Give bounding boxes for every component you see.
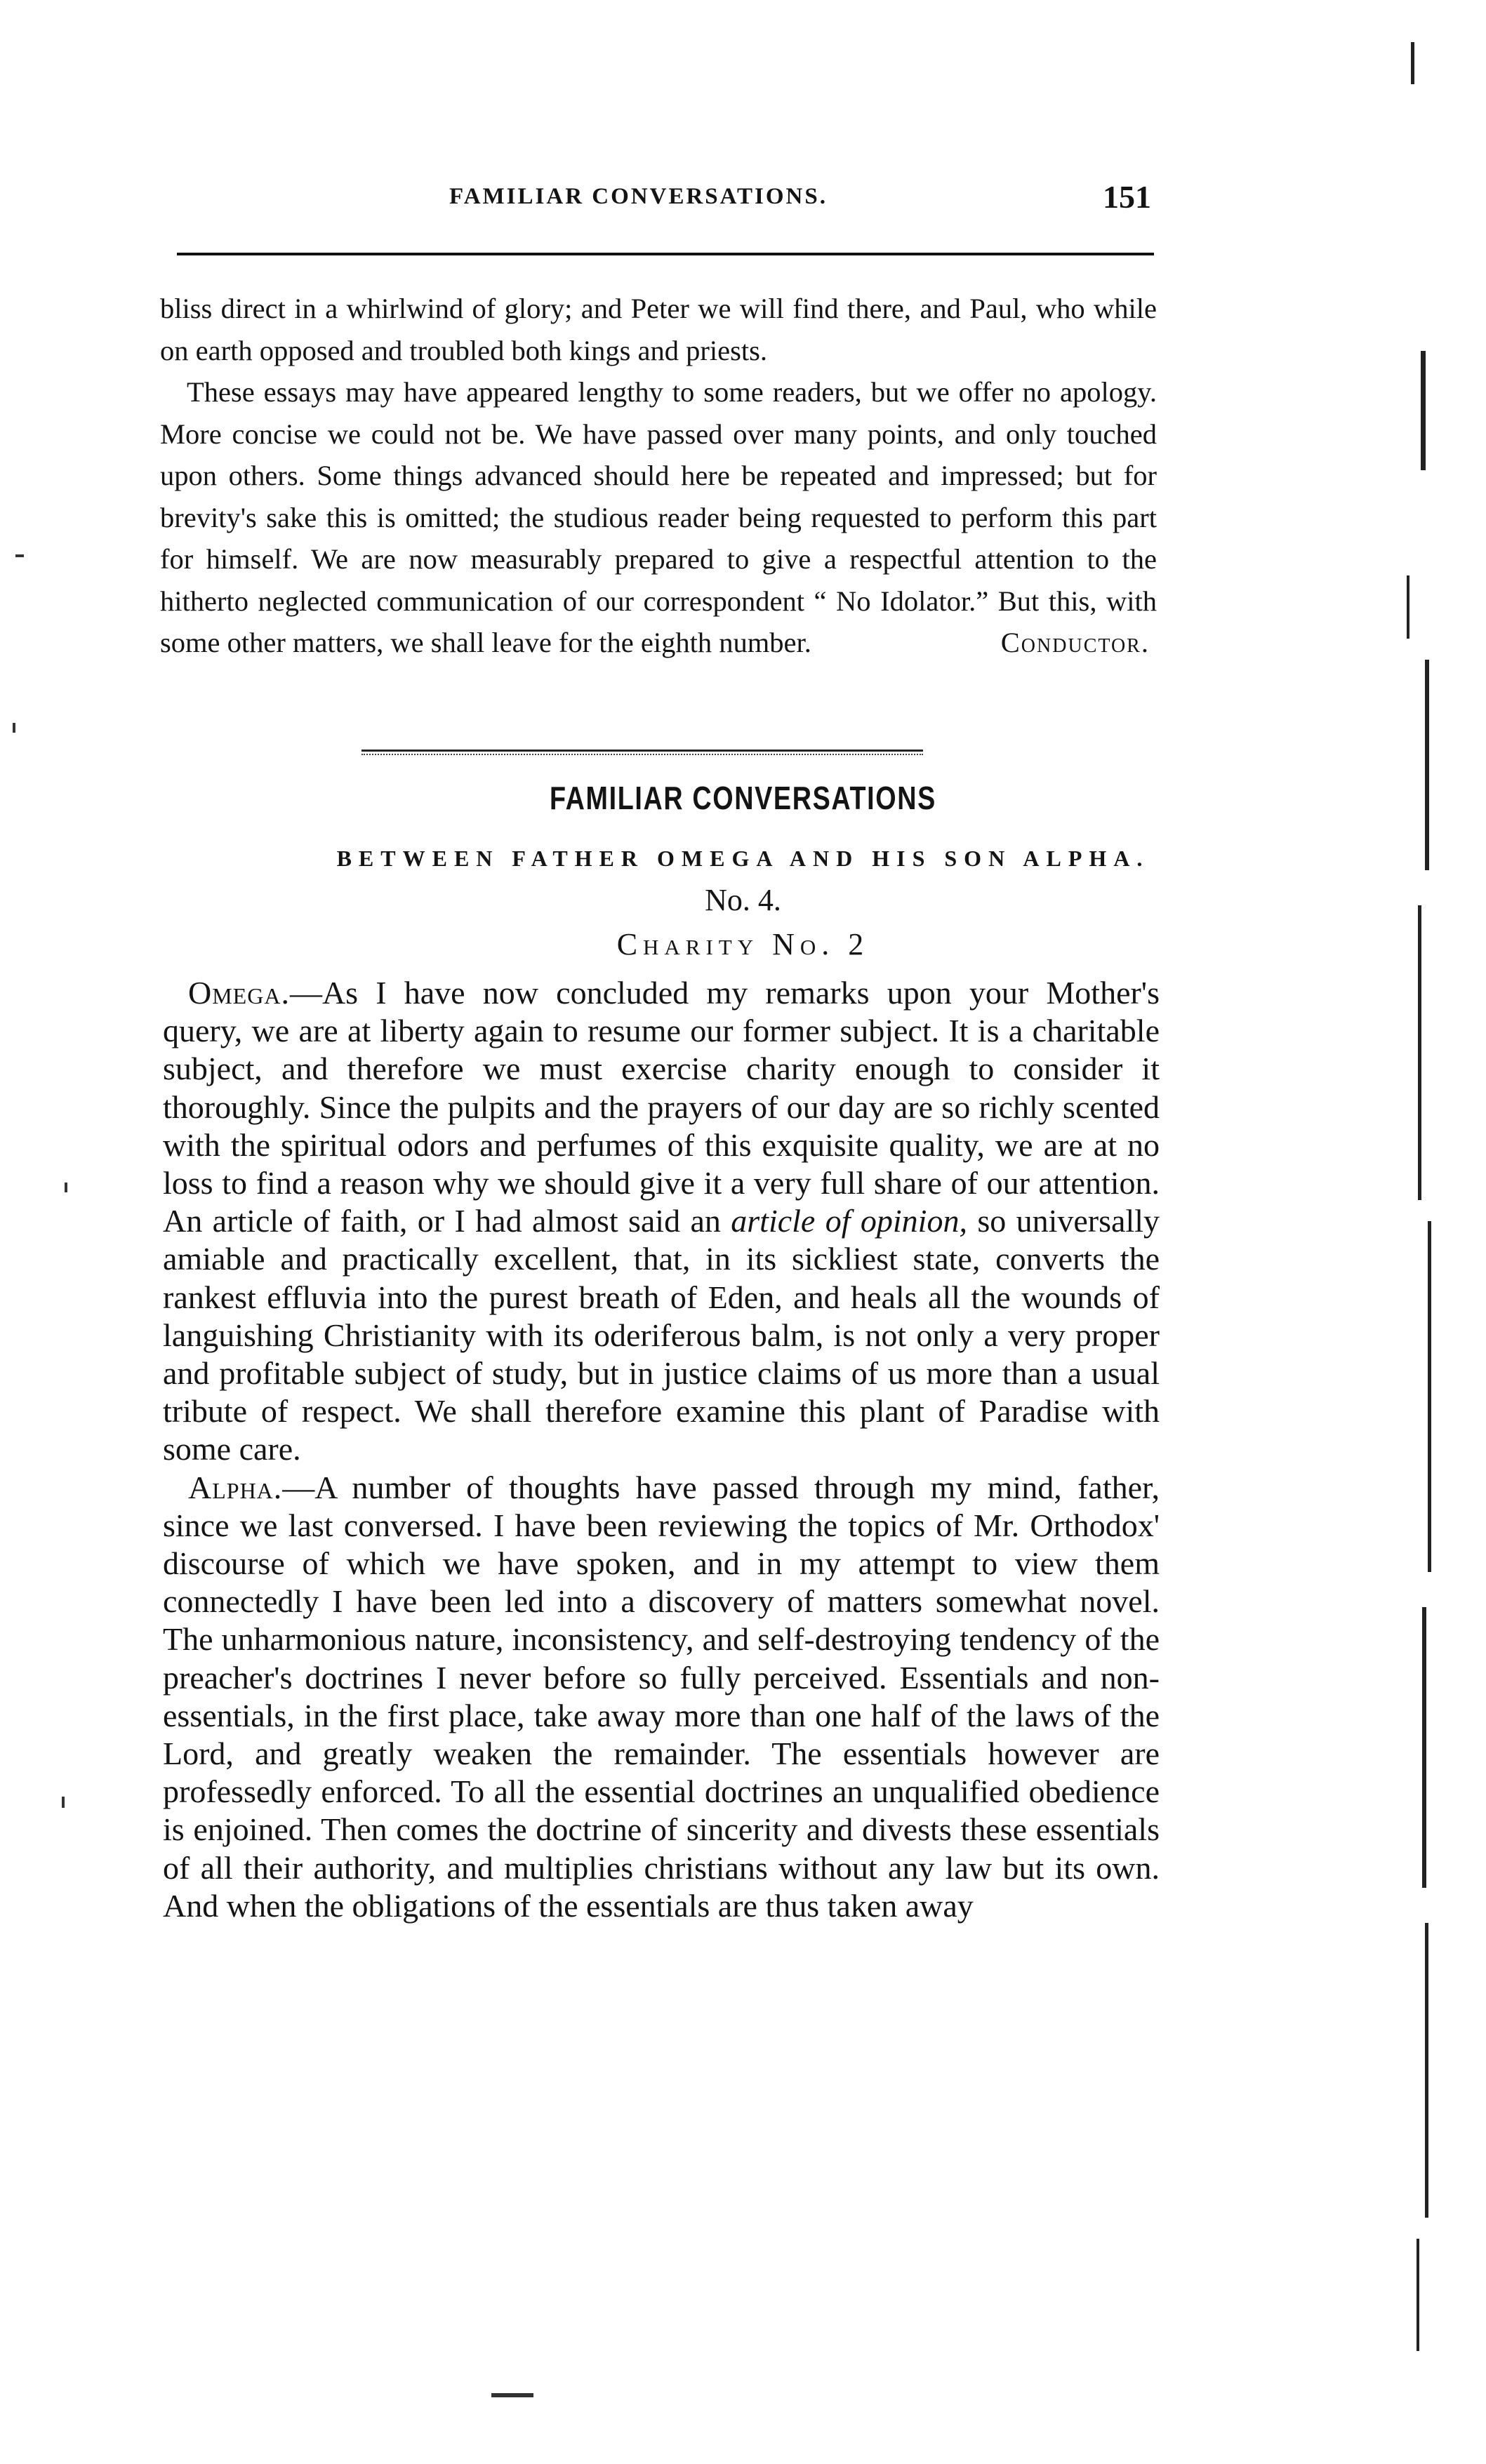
- speaker-alpha: Alpha.: [188, 1469, 283, 1505]
- alpha-paragraph: [163, 1469, 1160, 1925]
- scan-speck: [65, 1183, 67, 1192]
- article-subtitle: BETWEEN FATHER OMEGA AND HIS SON ALPHA.: [336, 846, 1150, 871]
- article-body: [163, 974, 1160, 1925]
- page-number: 151: [1103, 179, 1151, 215]
- omega-text: —As I have now concluded my remarks upon your Mother's query, we are at liberty again to resume our former subject. It is a charitable subject, and therefore we must exercise charity enough to consider it thoroughly. Since the pulpits and the prayers of our day are so richly scented with the spiritual odors and perfumes of this exquisite quality, we are at no loss to find a reason why we should give it a very full share of our attention. An article of faith, or I had almost said an: [163, 975, 1160, 1239]
- speaker-omega: Omega.: [188, 975, 290, 1011]
- article-number: No. 4.: [705, 883, 781, 917]
- article-title: FAMILIAR CONVERSATIONS: [550, 780, 936, 816]
- previous-article-continuation: [160, 288, 1157, 664]
- continuation-paragraph: bliss direct in a whirlwind of glory; and Peter we will find there, and Paul, who while on earth opposed and troubled both kings and priests.: [160, 293, 1157, 366]
- scan-speck: [62, 1797, 65, 1808]
- scan-edge-artifacts: [1397, 28, 1460, 2414]
- section-divider: [361, 750, 923, 756]
- running-title: FAMILIAR CONVERSATIONS.: [449, 184, 828, 209]
- scan-speck: [15, 554, 24, 557]
- article-part: Charity No. 2: [616, 927, 870, 961]
- scan-speck: [13, 723, 15, 733]
- omega-text-cont: so universally amiable and practically excellent, that, in its sickliest state, converts the rankest effluvia into the purest breath of Eden, and heals all the wounds of languishing Christianity with its oderiferous balm, is not only a very proper and profitable subject of study, but in justice claims of us more than a usual tribute of respect. We shall therefore examine this plant of Paradise with some care.: [163, 1203, 1160, 1467]
- header-rule: [177, 253, 1154, 255]
- omega-italic: article of opinion,: [731, 1203, 967, 1239]
- scan-speck: [491, 2393, 533, 2397]
- omega-paragraph: [163, 974, 1160, 1469]
- continuation-paragraph-text: These essays may have appeared lengthy to some readers, but we offer no apology. More concise we could not be. We have passed over many points, and only touched upon others. Some things advanced should here be repeated and impressed; but for brevity's sake this is omitted; the studious reader being requested to perform this part for himself. We are now measurably prepared to give a respectful attention to the hitherto neglected communication of our correspondent “ No Idolator.” But this, with some other matters, we shall leave for the eighth number.: [160, 376, 1157, 658]
- signature: Conductor.: [1000, 627, 1150, 658]
- continuation-paragraph: [160, 371, 1157, 664]
- alpha-text: —A number of thoughts have passed through my mind, father, since we last conversed. I have been reviewing the topics of Mr. Orthodox' discourse of which we have spoken, and in my attempt to view them connectedly I have been led into a discovery of matters somewhat novel. The unharmonious nature, inconsistency, and self-destroying tendency of the preacher's doctrines I never before so fully perceived. Essentials and non-essentials, in the first place, take away more than one half of the laws of the Lord, and greatly weaken the remainder. The essentials however are professedly enforced. To all the essential doctrines an unqualified obedience is enjoined. Then comes the doctrine of sincerity and divests these essentials of all their authority, and multiplies christians without any law but its own. And when the obligations of the essentials are thus taken away: [163, 1469, 1160, 1924]
